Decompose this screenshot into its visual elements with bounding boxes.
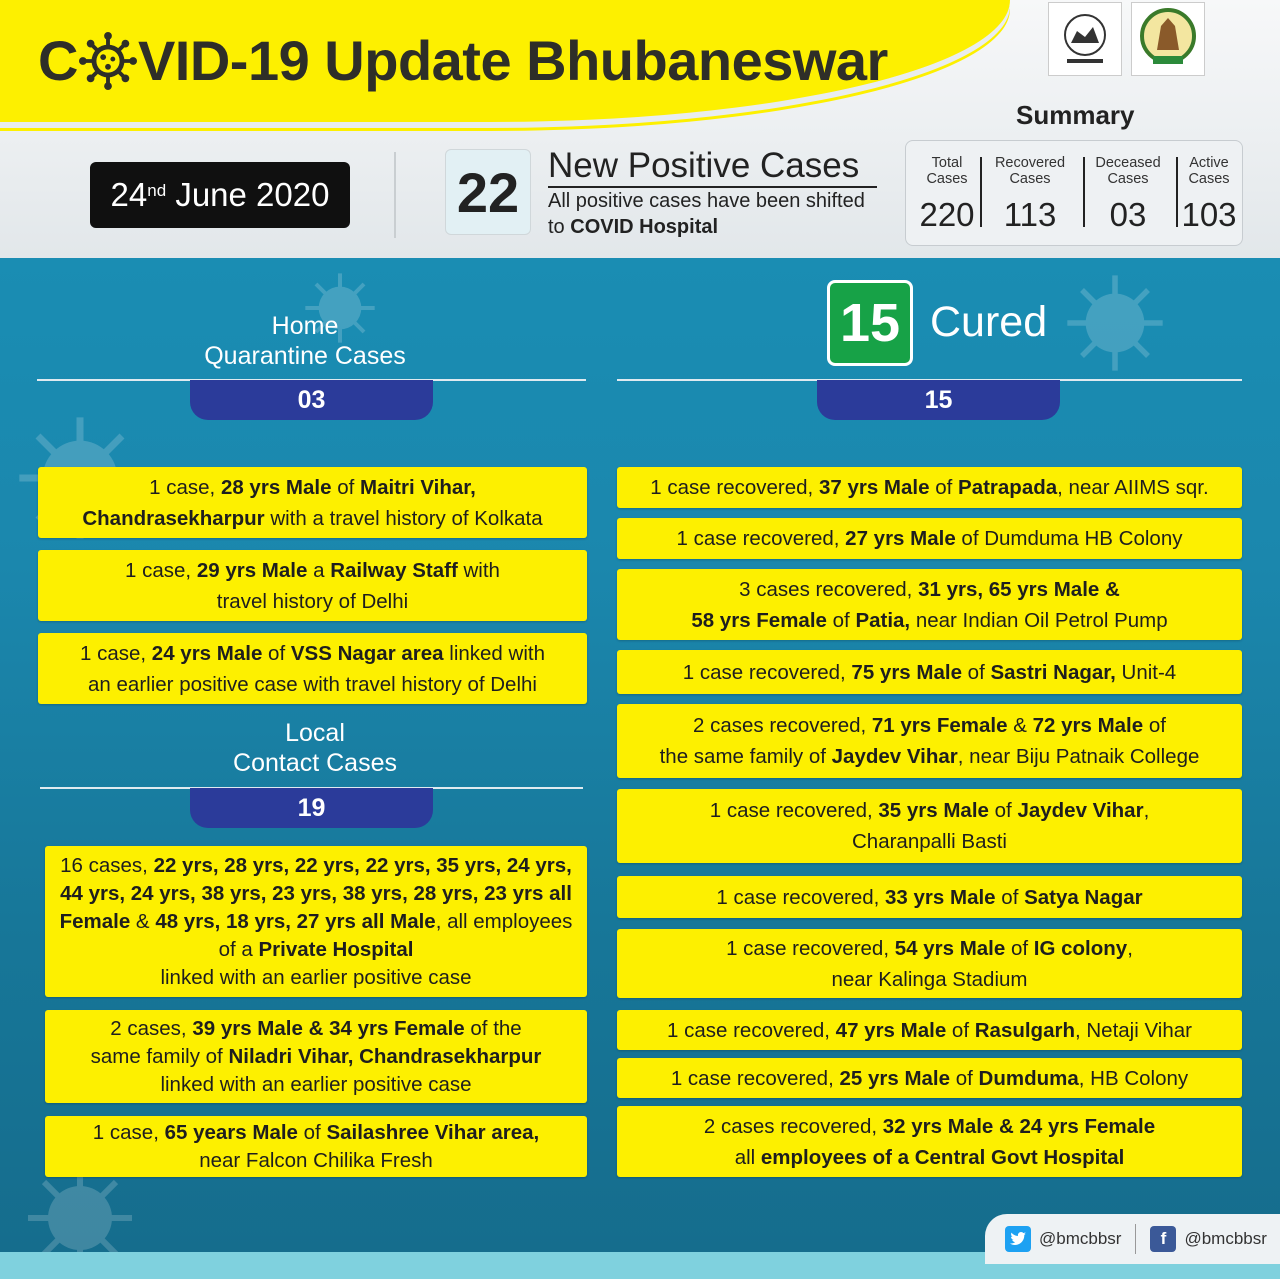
twitter-icon — [1005, 1226, 1031, 1252]
date-badge — [90, 162, 350, 228]
cured-count-box: 15 — [827, 280, 913, 366]
local-contact-case-3: 1 case, 65 years Male of Sailashree Vihar area, near Falcon Chilika Fresh — [45, 1116, 587, 1177]
bmc-logo — [1131, 2, 1205, 76]
home-quarantine-case-3 — [38, 633, 587, 704]
summary-label: Active — [1189, 155, 1229, 171]
summary-deceased — [1086, 155, 1170, 233]
local-contact-case-2: 2 cases, 39 yrs Male & 34 yrs Female of the same family of Niladri Vihar, Chandrasekharpur linked with an earlier positive case — [45, 1010, 587, 1103]
cured-pill: 15 — [817, 380, 1060, 420]
summary-value: 103 — [1181, 196, 1237, 233]
date-day: 24 — [110, 176, 148, 213]
page-title — [38, 28, 888, 93]
summary-label: Cases — [926, 171, 968, 187]
case-text-line2: travel history of Delhi — [216, 589, 409, 613]
summary-label: Cases — [1009, 171, 1051, 187]
home-quarantine-case-2 — [38, 550, 587, 621]
summary-total — [910, 155, 984, 233]
cured-case-10: 1 case recovered, 25 yrs Male of Dumduma, HB Colony — [617, 1058, 1242, 1098]
social-divider — [1135, 1224, 1136, 1254]
cured-case-5: 2 cases recovered, 71 yrs Female & 72 yrs Male of the same family of Jaydev Vihar, near Biju Patnaik College — [617, 704, 1242, 778]
case-text-bold: 24 yrs Male of VSS Nagar area linked with — [151, 641, 545, 665]
heading-line: Local — [285, 719, 345, 747]
social-bar — [985, 1214, 1280, 1264]
title-text-pre: C — [38, 29, 78, 92]
summary-label: Recovered — [994, 155, 1066, 171]
case-text: 1 case, — [125, 558, 197, 582]
cured-case-11: 2 cases recovered, 32 yrs Male & 24 yrs Female all employees of a Central Govt Hospital — [617, 1106, 1242, 1177]
summary-title: Summary — [1016, 100, 1135, 130]
summary-label: Deceased — [1095, 155, 1161, 171]
summary-label: Total — [931, 155, 963, 171]
case-text: 1 case, — [80, 641, 152, 665]
heading-line: Quarantine Cases — [204, 342, 406, 370]
summary-divider — [980, 157, 982, 227]
twitter-handle[interactable] — [1005, 1226, 1121, 1252]
summary-value: 113 — [1003, 196, 1057, 233]
local-contact-case-1: 16 cases, 22 yrs, 28 yrs, 22 yrs, 22 yrs, 35 yrs, 24 yrs, 44 yrs, 24 yrs, 38 yrs, 23 yrs, 38 yrs, 28 yrs, 23 yrs all Female & 48 yrs, 18 yrs, 27 yrs all Male, all employees of a Private Hospital linked with an earlier positive case — [45, 846, 587, 997]
case-text-line2: Chandrasekharpur with a travel history of Kolkata — [82, 506, 543, 530]
facebook-icon: f — [1150, 1226, 1176, 1252]
summary-recovered — [986, 155, 1074, 233]
summary-label: Cases — [1188, 171, 1230, 187]
date-rest: June 2020 — [166, 176, 330, 213]
summary-label: Cases — [1107, 171, 1149, 187]
facebook-handle[interactable] — [1150, 1226, 1266, 1252]
case-text: 1 case, — [149, 475, 221, 499]
cured-label: Cured — [930, 298, 1048, 346]
heading-line: Home — [271, 312, 339, 340]
cured-case-2: 1 case recovered, 27 yrs Male of Dumduma HB Colony — [617, 518, 1242, 559]
home-quarantine-heading — [150, 311, 460, 371]
odisha-emblem-logo — [1048, 2, 1122, 76]
cured-case-4: 1 case recovered, 75 yrs Male of Sastri Nagar, Unit-4 — [617, 650, 1242, 694]
new-cases-count: 22 — [445, 149, 531, 235]
summary-value: 03 — [1109, 196, 1147, 233]
new-cases-note — [548, 188, 865, 240]
summary-divider — [1083, 157, 1085, 227]
heading-line: Contact Cases — [233, 749, 397, 777]
home-quarantine-count: 03 — [190, 380, 433, 420]
summary-box — [905, 140, 1243, 246]
new-cases-note-bold: COVID Hospital — [570, 216, 719, 238]
virus-icon — [79, 32, 137, 90]
new-cases-title: New Positive Cases — [548, 146, 877, 188]
new-cases-note-pre: to — [548, 216, 571, 238]
new-cases-note-line1: All positive cases have been shifted — [548, 190, 865, 212]
virus-icon — [1060, 268, 1170, 378]
facebook-handle-text: @bmcbbsr — [1184, 1229, 1267, 1248]
cured-case-9: 1 case recovered, 47 yrs Male of Rasulgarh, Netaji Vihar — [617, 1010, 1242, 1050]
cured-case-8: 1 case recovered, 54 yrs Male of IG colony, near Kalinga Stadium — [617, 929, 1242, 998]
cured-case-6: 1 case recovered, 35 yrs Male of Jaydev Vihar, Charanpalli Basti — [617, 789, 1242, 863]
case-text-bold: 29 yrs Male a Railway Staff with — [196, 558, 500, 582]
cured-case-1: 1 case recovered, 37 yrs Male of Patrapada, near AIIMS sqr. — [617, 467, 1242, 508]
local-contact-count: 19 — [190, 788, 433, 828]
local-contact-heading — [160, 718, 470, 778]
cured-case-3: 3 cases recovered, 31 yrs, 65 yrs Male & 58 yrs Female of Patia, near Indian Oil Petrol Pump — [617, 569, 1242, 640]
case-text-bold: 28 yrs Male of Maitri Vihar, — [220, 475, 476, 499]
title-text-post: VID-19 Update Bhubaneswar — [137, 29, 888, 92]
home-quarantine-case-1 — [38, 467, 587, 538]
header-divider — [394, 152, 396, 238]
summary-value: 220 — [919, 196, 975, 233]
case-text-line2: an earlier positive case with travel history of Delhi — [88, 672, 537, 696]
summary-active — [1176, 155, 1242, 233]
date-suffix: nd — [147, 181, 167, 200]
cured-case-7: 1 case recovered, 33 yrs Male of Satya Nagar — [617, 876, 1242, 918]
twitter-handle-text: @bmcbbsr — [1039, 1229, 1122, 1248]
